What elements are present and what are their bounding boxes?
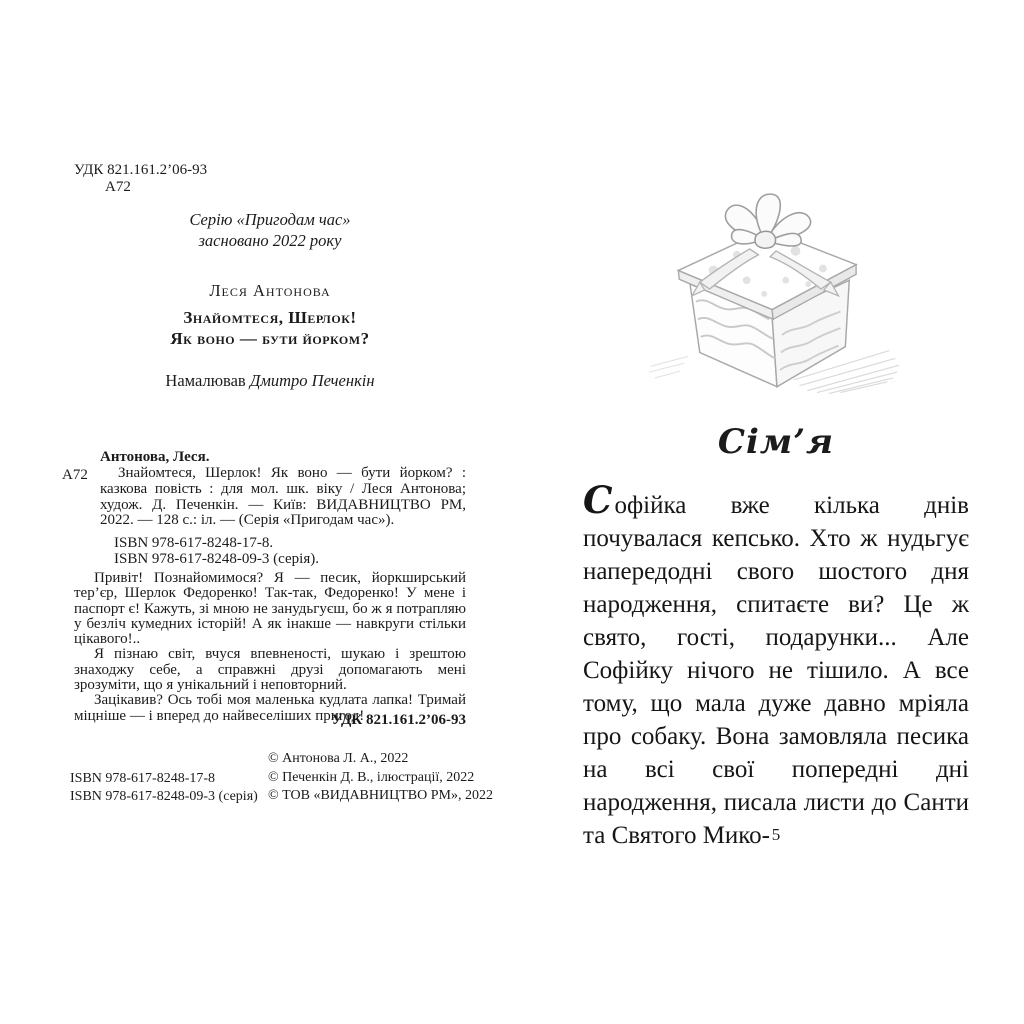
book-title-line1: Знайомтеся, Шерлок! bbox=[183, 308, 357, 327]
catalog-isbn-1: ISBN 978-617-8248-17-8. bbox=[114, 535, 274, 552]
catalog-heading: Антонова, Леся. bbox=[100, 449, 210, 465]
chapter-body-text: Софійка вже кілька днів почувалася кепсько. Хто ж нудьгує напередодні свого шостого дня народження, спитаєте ви? Це ж свято, гості, подарунки... Але Софійку нічого не тішило. А все тому, що мала дуже давно мріяла про собаку. Вона замовляла песика на всі свої попередні дні народження, писала листи до Санти та Святого Мико- bbox=[583, 478, 969, 849]
catalog-isbn-block bbox=[100, 536, 466, 567]
catalog-description: Знайомтеся, Шерлок! Як воно — бути йорком? : казкова повість : для мол. шк. віку / Леся Антонова; худож. Д. Печенкін. — Київ: ВИДАВНИЦТВО РМ, 2022. — 128 с.: іл. — (Серія «Пригодам час»). bbox=[100, 465, 466, 529]
right-page bbox=[583, 0, 969, 1024]
annotation-paragraph-1: Привіт! Познайомимося? Я — песик, йоркширський тер’єр, Шерлок Федоренко! Так-так, Федоренко! У мене і паспорт є! Кажуть, зі мною не занудьгуєш, бо ж я потрапляю у безліч кумедних історій! А як інакше — навкруги стільки цікавого!.. bbox=[74, 570, 466, 648]
catalog-index: А72 bbox=[62, 467, 88, 483]
illustrator-prefix: Намалював bbox=[165, 371, 250, 390]
udc-number: УДК 821.161.2’06-93 bbox=[74, 162, 208, 178]
catalog-card bbox=[62, 449, 466, 567]
gift-box-sketch-svg bbox=[649, 186, 903, 394]
copyright-notices bbox=[268, 750, 493, 806]
author-sign: А72 bbox=[105, 179, 131, 195]
series-note bbox=[74, 209, 466, 251]
illustrator-name: Дмитро Печенкін bbox=[249, 371, 375, 390]
copyright-illustrator: © Печенкін Д. В., ілюстрації, 2022 bbox=[268, 769, 475, 785]
isbn-block bbox=[70, 770, 268, 806]
copyright-block bbox=[70, 750, 493, 806]
series-note-line1: Серію «Пригодам час» bbox=[189, 210, 351, 229]
chapter-title: Сім’я bbox=[717, 422, 835, 462]
series-note-line2: засновано 2022 року bbox=[198, 231, 342, 250]
isbn-line-2: ISBN 978-617-8248-09-3 (серія) bbox=[70, 788, 258, 804]
page-number: 5 bbox=[771, 825, 781, 844]
annotation-paragraph-2: Я пізнаю світ, вчуся впевненості, шукаю і зрештою знаходжу себе, а справжні друзі допомагають мені зрозуміти, що я унікальний і неповторний. bbox=[74, 646, 466, 694]
gift-box-illustration bbox=[583, 186, 969, 399]
copyright-author: © Антонова Л. А., 2022 bbox=[268, 751, 409, 766]
copyright-publisher: © ТОВ «ВИДАВНИЦТВО РМ», 2022 bbox=[268, 788, 493, 803]
book-title-line2: Як воно — бути йорком? bbox=[170, 329, 370, 348]
isbn-line-1: ISBN 978-617-8248-17-8 bbox=[70, 770, 216, 786]
catalog-isbn-2: ISBN 978-617-8248-09-3 (серія). bbox=[114, 550, 319, 567]
udc-classification bbox=[74, 162, 207, 196]
annotation bbox=[74, 571, 466, 724]
book-title bbox=[74, 307, 466, 349]
annotation-paragraph-3: Зацікавив? Ось тобі моя маленька кудлата лапка! Тримай міцніше — і вперед до найвеселіших пригод! bbox=[74, 692, 466, 724]
illustrator-credit bbox=[74, 371, 466, 391]
udc-bottom: УДК 821.161.2’06-93 bbox=[331, 712, 466, 728]
left-page bbox=[62, 0, 493, 1024]
author-name: Леся Антонова bbox=[209, 281, 331, 300]
